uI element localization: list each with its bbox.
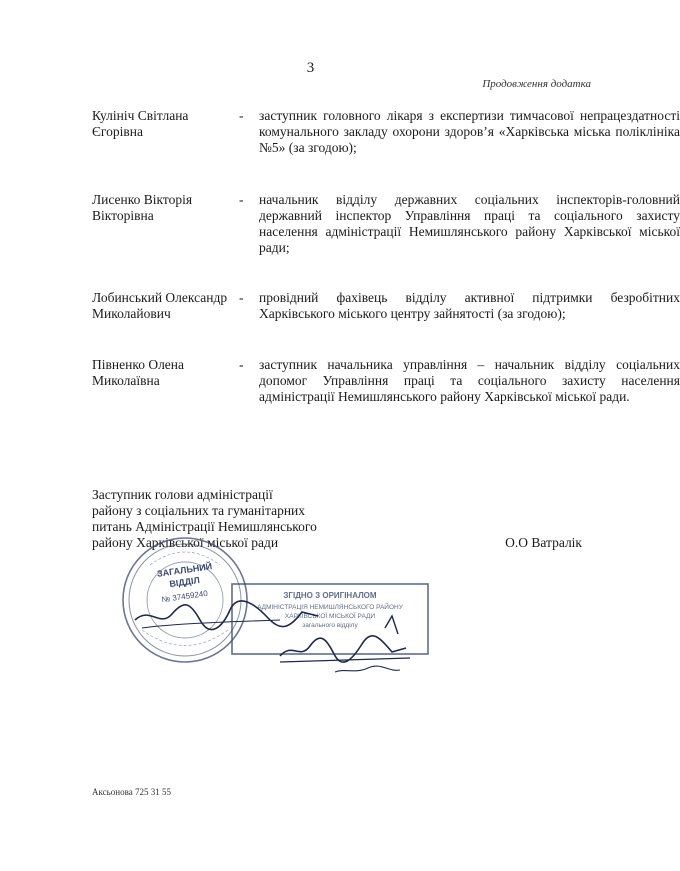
member-dash: -: [239, 357, 244, 372]
footer-note: Аксьонова 725 31 55: [92, 787, 171, 797]
page-number: 3: [306, 60, 315, 76]
signer-position-line: Заступник голови адміністрації: [92, 487, 273, 502]
signer-position-line: питань Адміністрації Немишлянського: [92, 519, 317, 534]
member-name: Лисенко Вікторія Вікторівна: [92, 192, 193, 223]
rect-stamp-line: АДМІНІСТРАЦІЯ НЕМИШЛЯНСЬКОГО РАЙОНУ: [257, 604, 403, 611]
signer-name: О.О Ватралік: [505, 535, 582, 550]
member-dash: -: [239, 290, 244, 305]
round-stamp-line: ВІДДІЛ: [168, 574, 201, 590]
member-name: Півненко Олена Миколаївна: [92, 357, 185, 388]
member-description: начальник відділу державних соціальних інспекторів-головний державний інспектор Управління праці та соціального захисту населення адміністрації Немишлянського району Харківської міської ради;: [259, 192, 680, 255]
member-dash: -: [239, 108, 244, 123]
member-dash: -: [239, 192, 244, 207]
member-description: заступник головного лікаря з експертизи тимчасової непрацездатності комунального закладу охорони здоров’я «Харківська міська поліклініка №5» (за згодою);: [259, 108, 680, 155]
handwritten-signature: [130, 598, 420, 678]
member-name: Кулініч Світлана Єгорівна: [92, 108, 189, 139]
round-stamp-code: № 37459240: [161, 588, 209, 605]
signer-position-line: району Харківської міської ради: [92, 535, 279, 550]
member-description: провідний фахівець відділу активної підтримки безробітних Харківського міського центру зайнятості (за згодою);: [259, 290, 680, 321]
member-description: заступник начальника управління – начальник відділу соціальних допомог Управління праці та соціального захисту населення адміністрації Немишлянського району Харківської міської ради.: [259, 357, 680, 404]
rect-stamp-line: загального відділу: [302, 622, 358, 629]
round-stamp-line: ЗАГАЛЬНИЙ: [156, 561, 213, 579]
rect-stamp-line: ХАРКІВСЬКОЇ МІСЬКОЇ РАДИ: [284, 613, 376, 620]
member-name: Лобинський Олександр Миколайович: [92, 290, 228, 321]
continuation-label: Продовження додатка: [482, 78, 591, 90]
signer-position-line: району з соціальних та гуманітарних: [92, 503, 306, 518]
rect-stamp-line: ЗГІДНО З ОРИГІНАЛОМ: [283, 591, 377, 600]
